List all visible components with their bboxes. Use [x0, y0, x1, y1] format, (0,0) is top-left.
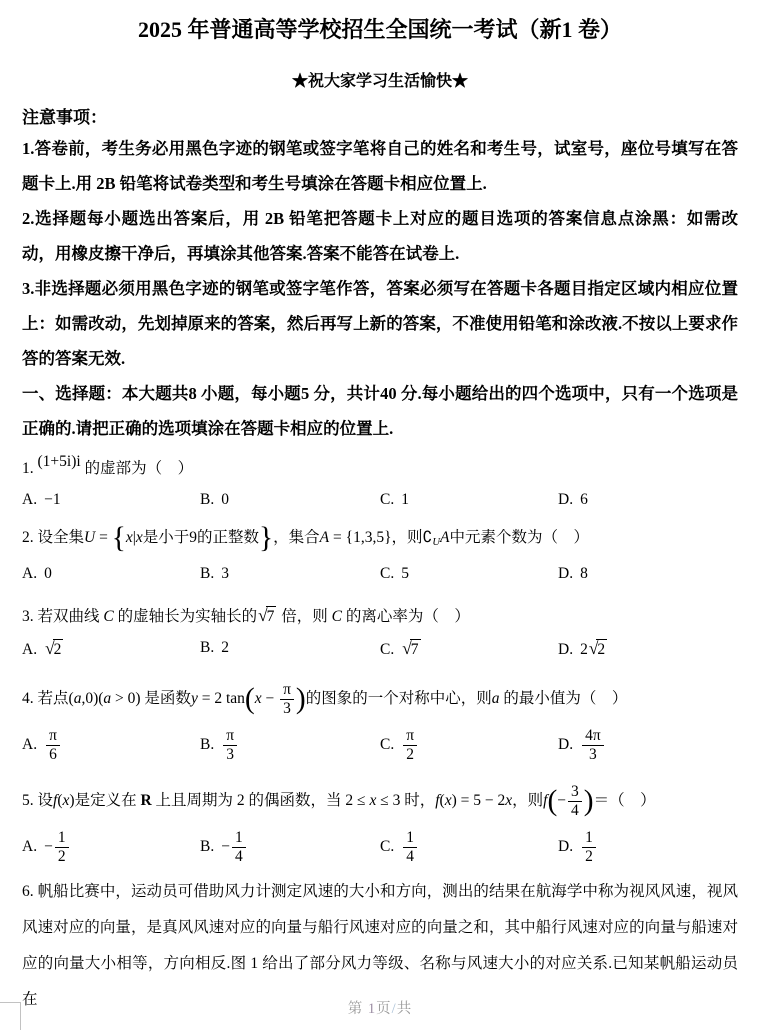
radical-sign: √	[258, 606, 268, 626]
fraction-numerator: 1	[585, 829, 593, 847]
math-segment: −	[44, 837, 53, 855]
math-segment: a	[103, 690, 112, 708]
option-label: B.	[200, 837, 215, 855]
math-segment: x	[444, 792, 452, 810]
option-value	[221, 829, 248, 865]
math-segment: (	[68, 690, 74, 708]
math-segment: x	[135, 529, 143, 546]
section-one-heading: 一、选择题：本大题共8 小题，每小题5 分，共计40 分.每小题给出的四个选项中，只有一个选项是正确的.请把正确的选项填涂在答题卡相应的位置上.	[22, 384, 738, 438]
option-label: C.	[380, 565, 395, 583]
fraction-denominator: 4	[232, 847, 246, 866]
option-label: B.	[200, 491, 215, 508]
option-2d	[558, 565, 738, 583]
fraction-numerator: 4π	[585, 726, 601, 744]
math-segment: A	[319, 529, 330, 546]
math-segment: 1	[401, 491, 409, 508]
option-value	[221, 639, 229, 656]
fraction-numerator: 1	[57, 829, 66, 847]
fraction	[232, 829, 246, 866]
option-4c	[380, 727, 558, 764]
radicand: 2	[597, 641, 606, 659]
question-2-options	[22, 565, 738, 583]
math-segment: ＝	[593, 792, 610, 810]
fraction	[568, 783, 582, 820]
fraction-numerator: π	[406, 726, 415, 744]
math-segment: =	[95, 529, 112, 546]
text-segment: 的虚部为（ ）	[80, 460, 194, 477]
math-segment: (1+5i)i	[37, 453, 81, 470]
option-value	[401, 565, 409, 582]
footer-page-word: 页	[376, 1001, 392, 1017]
footer-page-number: 1	[367, 1001, 377, 1017]
option-value	[44, 565, 52, 582]
question-3-options	[22, 639, 738, 659]
math-segment: x	[505, 792, 513, 810]
option-1c	[380, 491, 558, 509]
math-segment: }	[259, 522, 274, 555]
option-1a	[22, 491, 200, 509]
fraction-denominator: 6	[46, 745, 60, 764]
fraction-denominator: 4	[568, 801, 582, 820]
option-3b	[200, 639, 380, 659]
footer-total-word: 共	[396, 1001, 413, 1017]
option-1d	[558, 491, 738, 509]
option-5b	[200, 829, 380, 866]
math-segment: ∁	[422, 529, 433, 546]
notice-heading: 注意事项：	[22, 108, 107, 127]
option-2b	[200, 565, 380, 583]
exam-title: 2025 年普通高等学校招生全国统一考试（新1 卷）	[137, 17, 622, 42]
option-label: B.	[200, 565, 215, 583]
option-2a	[22, 565, 200, 583]
math-segment: C	[103, 608, 114, 626]
fraction-numerator: π	[226, 726, 235, 744]
math-segment: ,0)(	[81, 690, 104, 708]
math-segment: |	[132, 529, 136, 546]
option-5a	[22, 829, 200, 866]
fraction	[223, 727, 237, 764]
math-segment: {	[111, 522, 126, 555]
option-value	[401, 829, 419, 865]
option-value	[221, 565, 229, 582]
option-value	[221, 726, 239, 763]
question-5-options	[22, 829, 738, 866]
option-value	[580, 641, 608, 658]
option-label: A.	[22, 491, 38, 508]
radical-sign: √	[588, 639, 599, 659]
math-segment: −1	[44, 491, 61, 508]
option-label: C.	[380, 641, 395, 659]
option-value	[580, 491, 588, 508]
text-segment: 是函数	[140, 690, 191, 708]
question-1-line	[22, 453, 738, 482]
option-value	[580, 565, 588, 582]
text-segment: 1.	[22, 460, 38, 477]
radicand: 2	[53, 641, 62, 659]
math-segment: a	[73, 690, 82, 708]
math-segment: A	[440, 529, 450, 546]
math-segment: (	[439, 792, 445, 810]
question-4-options	[22, 727, 738, 764]
math-segment: −	[557, 792, 567, 810]
option-3d	[558, 639, 738, 659]
option-3c	[380, 639, 558, 659]
math-segment: x	[369, 792, 377, 810]
math-segment: −	[261, 690, 279, 708]
option-label: B.	[200, 735, 215, 753]
figure-corner-box	[0, 1002, 21, 1030]
option-value	[44, 491, 61, 508]
fraction	[582, 829, 596, 866]
option-value	[44, 726, 62, 763]
fraction	[55, 829, 69, 866]
math-segment: (	[57, 792, 63, 810]
math-segment: 2	[580, 641, 588, 659]
math-segment: = {1,3,5}	[329, 529, 392, 546]
option-label: A.	[22, 641, 38, 659]
radical	[402, 641, 420, 658]
math-segment: 0	[221, 491, 229, 508]
option-5c	[380, 829, 558, 866]
page-footer	[0, 997, 760, 1018]
radicand: 7	[266, 608, 275, 626]
fraction	[403, 727, 417, 764]
option-4d	[558, 727, 738, 764]
notice-item-2: 2.选择题每小题选出答案后，用 2B 铅笔把答题卡上对应的题目选项的答案信息点涂黑：如需改动，用橡皮擦干净后，再填涂其他答案.答案不能答在试卷上.	[22, 209, 738, 263]
option-label: C.	[380, 837, 395, 855]
fraction	[46, 727, 60, 764]
fraction-denominator: 3	[582, 745, 604, 764]
math-segment: x	[125, 529, 133, 546]
radical	[45, 641, 63, 658]
text-segment: 的最小值为（ ）	[499, 690, 628, 708]
notice-item-3: 3.非选择题必须用黑色字迹的钢笔或签字笔作答，答案必须写在答题卡各题目指定区域内相应位置上：如需改动，先划掉原来的答案，然后再写上新的答案，不准使用铅笔和涂改液.不按以上要求作答的答案无效.	[22, 279, 738, 368]
math-segment: f	[435, 792, 440, 810]
option-5d	[558, 829, 738, 866]
fraction-denominator: 3	[280, 699, 294, 718]
footer-prefix: 第	[347, 1001, 368, 1017]
option-value	[401, 726, 419, 763]
math-segment: )	[583, 785, 594, 818]
math-segment: x	[254, 690, 262, 708]
notice-item-1: 1.答卷前，考生务必用黑色字迹的钢笔或签字笔将自己的姓名和考生号，试室号，座位号填写在答题卡上.用 2B 铅笔将试卷类型和考生号填涂在答题卡相应位置上.	[22, 139, 738, 193]
math-segment: (	[244, 683, 255, 716]
option-value	[221, 491, 229, 508]
text-segment: ，则	[512, 792, 544, 810]
text-segment: 3. 若双曲线	[22, 608, 104, 626]
math-segment: y	[190, 690, 198, 708]
option-1b	[200, 491, 380, 509]
question-1-options	[22, 491, 738, 509]
text-segment: ，则	[391, 529, 423, 546]
math-segment: U	[432, 537, 441, 549]
fraction-denominator: 3	[223, 745, 237, 764]
option-label: C.	[380, 735, 395, 753]
math-segment: U	[84, 529, 96, 546]
math-segment: C	[331, 608, 343, 626]
option-4b	[200, 727, 380, 764]
math-segment: = 2 tan	[197, 690, 245, 708]
option-4a	[22, 727, 200, 764]
math-segment: a	[491, 690, 500, 708]
text-segment: 时，	[400, 792, 436, 810]
option-label: D.	[558, 641, 574, 659]
fraction	[582, 727, 604, 764]
text-segment: 是定义在	[74, 792, 141, 810]
question-4-line	[22, 681, 738, 718]
math-segment: (	[547, 785, 558, 818]
math-segment: R	[140, 792, 152, 810]
option-label: D.	[558, 735, 574, 753]
text-segment: 倍，则	[277, 608, 332, 626]
math-segment: 3	[221, 565, 229, 583]
option-value	[44, 641, 64, 658]
math-segment: x	[62, 792, 70, 810]
fraction-denominator: 2	[582, 847, 596, 866]
option-value	[580, 829, 598, 865]
math-segment: −	[221, 837, 230, 855]
fraction-numerator: 1	[406, 829, 414, 847]
question-3-line	[22, 603, 738, 630]
radical	[258, 608, 276, 625]
math-segment: f	[53, 792, 58, 810]
math-segment: 6	[580, 491, 588, 508]
question-2-line	[22, 522, 738, 556]
option-value	[401, 491, 409, 508]
text-segment: 5. 设	[22, 792, 54, 810]
option-label: A.	[22, 837, 38, 855]
text-segment: 上且周期为 2 的偶函数，当	[151, 792, 346, 810]
option-label: D.	[558, 565, 574, 583]
text-segment: 的图象的一个对称中心，则	[305, 690, 492, 708]
math-segment: 0	[44, 565, 52, 583]
option-3a	[22, 639, 200, 659]
text-segment: （ ）	[609, 792, 656, 810]
radical-sign: √	[402, 639, 412, 659]
radicand: 7	[410, 641, 419, 659]
fraction-denominator: 4	[403, 847, 417, 866]
text-segment: 4. 若点	[22, 690, 69, 708]
math-segment: )	[295, 683, 306, 716]
fraction-numerator: 3	[571, 783, 579, 801]
text-segment: 2. 设全集	[22, 529, 85, 546]
text-segment: ，集合	[273, 529, 320, 546]
math-segment: 2	[221, 639, 229, 657]
option-label: A.	[22, 735, 38, 753]
text-segment: 的虚轴长为实轴长的	[113, 608, 258, 626]
fraction-numerator: π	[49, 726, 57, 744]
text-segment: 是小于9的正整数	[142, 529, 260, 546]
math-segment: 2 ≤	[345, 792, 370, 810]
option-label: B.	[200, 639, 215, 657]
math-segment: 5	[401, 565, 409, 583]
math-segment: )	[69, 792, 75, 810]
option-value	[44, 829, 71, 865]
math-segment: f	[543, 792, 548, 810]
fraction	[280, 681, 294, 718]
text-segment: 的离心率为（ ）	[342, 608, 470, 626]
radical-sign: √	[45, 639, 55, 659]
exam-subtitle: ★祝大家学习生活愉快★	[291, 73, 468, 90]
fraction-denominator: 2	[403, 745, 417, 764]
fraction-denominator: 2	[55, 847, 69, 866]
radical	[589, 641, 607, 658]
question-6-text: 6. 帆船比赛中，运动员可借助风力计测定风速的大小和方向，测出的结果在航海学中称为视风风速，视风风速对应的向量，是真风风速对应的向量与船行风速对应的向量之和，其中船行风速对应的向量与船速对应的向量大小相等，方向相反.图 1 给出了部分风力等级、名称与风速大小的对应关系.已知某帆船运动员在	[22, 882, 738, 1008]
text-segment: 中元素个数为（ ）	[449, 529, 589, 546]
math-segment: > 0)	[111, 690, 141, 708]
math-segment: ) = 5 − 2	[451, 792, 506, 810]
option-label: D.	[558, 491, 574, 508]
fraction-numerator: 1	[234, 829, 243, 847]
option-value	[401, 641, 421, 658]
option-label: C.	[380, 491, 395, 508]
math-segment: ≤ 3	[376, 792, 401, 810]
option-label: A.	[22, 565, 38, 583]
option-2c	[380, 565, 558, 583]
footer-slash: /	[391, 1001, 397, 1017]
option-label: D.	[558, 837, 574, 855]
question-5-line	[22, 783, 738, 820]
math-segment: 8	[580, 565, 588, 583]
fraction-numerator: π	[283, 681, 291, 699]
fraction	[403, 829, 417, 866]
